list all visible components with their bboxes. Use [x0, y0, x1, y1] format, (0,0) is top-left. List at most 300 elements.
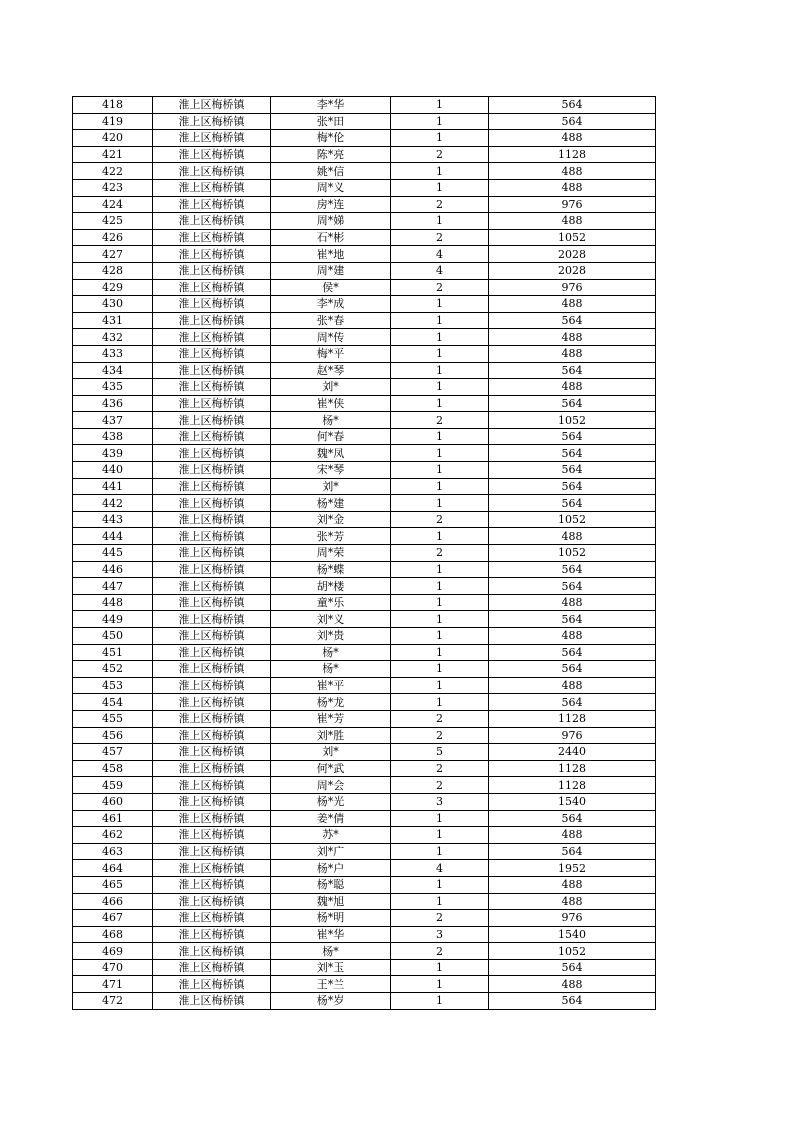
row-number-cell: 449 [73, 611, 153, 628]
amount-cell: 564 [489, 661, 656, 678]
amount-cell: 488 [489, 379, 656, 396]
count-cell: 1 [391, 379, 489, 396]
table-row [73, 993, 656, 1010]
row-number-cell: 445 [73, 545, 153, 562]
town-cell: 淮上区梅桥镇 [153, 296, 271, 313]
count-cell: 1 [391, 694, 489, 711]
count-cell: 2 [391, 511, 489, 528]
table-row [73, 213, 656, 230]
town-cell: 淮上区梅桥镇 [153, 345, 271, 362]
name-cell: 周*会 [271, 777, 391, 794]
row-number-cell: 463 [73, 843, 153, 860]
row-number-cell: 446 [73, 561, 153, 578]
amount-cell: 1128 [489, 146, 656, 163]
amount-cell: 488 [489, 827, 656, 844]
count-cell: 2 [391, 229, 489, 246]
name-cell: 王*兰 [271, 976, 391, 993]
row-number-cell: 437 [73, 412, 153, 429]
table-row [73, 113, 656, 130]
row-number-cell: 419 [73, 113, 153, 130]
count-cell: 4 [391, 860, 489, 877]
table-row [73, 710, 656, 727]
count-cell: 1 [391, 993, 489, 1010]
count-cell: 3 [391, 926, 489, 943]
town-cell: 淮上区梅桥镇 [153, 594, 271, 611]
amount-cell: 1128 [489, 710, 656, 727]
row-number-cell: 429 [73, 279, 153, 296]
amount-cell: 564 [489, 312, 656, 329]
row-number-cell: 440 [73, 462, 153, 479]
row-number-cell: 441 [73, 478, 153, 495]
name-cell: 周*建 [271, 262, 391, 279]
count-cell: 1 [391, 561, 489, 578]
name-cell: 杨*岁 [271, 993, 391, 1010]
name-cell: 杨*龙 [271, 694, 391, 711]
table-row [73, 694, 656, 711]
town-cell: 淮上区梅桥镇 [153, 727, 271, 744]
count-cell: 2 [391, 279, 489, 296]
town-cell: 淮上区梅桥镇 [153, 993, 271, 1010]
table-row [73, 345, 656, 362]
table-row [73, 611, 656, 628]
table-row [73, 312, 656, 329]
town-cell: 淮上区梅桥镇 [153, 545, 271, 562]
town-cell: 淮上区梅桥镇 [153, 196, 271, 213]
amount-cell: 1540 [489, 926, 656, 943]
amount-cell: 488 [489, 213, 656, 230]
town-cell: 淮上区梅桥镇 [153, 843, 271, 860]
town-cell: 淮上区梅桥镇 [153, 113, 271, 130]
table-row [73, 644, 656, 661]
count-cell: 1 [391, 462, 489, 479]
name-cell: 童*乐 [271, 594, 391, 611]
table-row [73, 511, 656, 528]
count-cell: 2 [391, 727, 489, 744]
table-row [73, 810, 656, 827]
name-cell: 刘* [271, 379, 391, 396]
table-row [73, 495, 656, 512]
town-cell: 淮上区梅桥镇 [153, 876, 271, 893]
count-cell: 1 [391, 97, 489, 114]
amount-cell: 1052 [489, 943, 656, 960]
name-cell: 何*武 [271, 760, 391, 777]
row-number-cell: 435 [73, 379, 153, 396]
town-cell: 淮上区梅桥镇 [153, 760, 271, 777]
amount-cell: 564 [489, 478, 656, 495]
town-cell: 淮上区梅桥镇 [153, 677, 271, 694]
name-cell: 崔*侠 [271, 395, 391, 412]
row-number-cell: 442 [73, 495, 153, 512]
count-cell: 2 [391, 146, 489, 163]
table-row [73, 379, 656, 396]
town-cell: 淮上区梅桥镇 [153, 943, 271, 960]
name-cell: 杨*光 [271, 793, 391, 810]
row-number-cell: 458 [73, 760, 153, 777]
name-cell: 李*华 [271, 97, 391, 114]
amount-cell: 564 [489, 843, 656, 860]
count-cell: 1 [391, 445, 489, 462]
town-cell: 淮上区梅桥镇 [153, 561, 271, 578]
amount-cell: 1052 [489, 229, 656, 246]
row-number-cell: 447 [73, 578, 153, 595]
amount-cell: 564 [489, 395, 656, 412]
town-cell: 淮上区梅桥镇 [153, 959, 271, 976]
count-cell: 1 [391, 312, 489, 329]
row-number-cell: 460 [73, 793, 153, 810]
table-row [73, 910, 656, 927]
table-row [73, 296, 656, 313]
name-cell: 张*芳 [271, 528, 391, 545]
name-cell: 姜*倩 [271, 810, 391, 827]
name-cell: 李*成 [271, 296, 391, 313]
count-cell: 1 [391, 810, 489, 827]
row-number-cell: 456 [73, 727, 153, 744]
name-cell: 侯* [271, 279, 391, 296]
table-row [73, 262, 656, 279]
row-number-cell: 434 [73, 362, 153, 379]
town-cell: 淮上区梅桥镇 [153, 379, 271, 396]
amount-cell: 488 [489, 628, 656, 645]
row-number-cell: 451 [73, 644, 153, 661]
row-number-cell: 467 [73, 910, 153, 927]
amount-cell: 976 [489, 910, 656, 927]
amount-cell: 2028 [489, 262, 656, 279]
name-cell: 杨* [271, 943, 391, 960]
town-cell: 淮上区梅桥镇 [153, 926, 271, 943]
table-row [73, 976, 656, 993]
name-cell: 刘* [271, 478, 391, 495]
table-row [73, 412, 656, 429]
town-cell: 淮上区梅桥镇 [153, 312, 271, 329]
town-cell: 淮上区梅桥镇 [153, 329, 271, 346]
count-cell: 2 [391, 710, 489, 727]
row-number-cell: 431 [73, 312, 153, 329]
row-number-cell: 433 [73, 345, 153, 362]
table-row [73, 760, 656, 777]
name-cell: 赵*琴 [271, 362, 391, 379]
table-row [73, 179, 656, 196]
table-row [73, 943, 656, 960]
amount-cell: 1052 [489, 545, 656, 562]
count-cell: 1 [391, 130, 489, 147]
town-cell: 淮上区梅桥镇 [153, 428, 271, 445]
table-row [73, 860, 656, 877]
table-row [73, 395, 656, 412]
table-row [73, 777, 656, 794]
amount-cell: 1128 [489, 777, 656, 794]
table-row [73, 445, 656, 462]
table-row [73, 428, 656, 445]
count-cell: 2 [391, 777, 489, 794]
table-row [73, 561, 656, 578]
row-number-cell: 471 [73, 976, 153, 993]
town-cell: 淮上区梅桥镇 [153, 179, 271, 196]
table-row [73, 462, 656, 479]
table-row [73, 130, 656, 147]
name-cell: 张*春 [271, 312, 391, 329]
count-cell: 4 [391, 262, 489, 279]
count-cell: 1 [391, 345, 489, 362]
amount-cell: 2028 [489, 246, 656, 263]
row-number-cell: 418 [73, 97, 153, 114]
table-body [73, 97, 656, 1010]
table-row [73, 661, 656, 678]
name-cell: 姚*信 [271, 163, 391, 180]
amount-cell: 488 [489, 976, 656, 993]
table-row [73, 959, 656, 976]
row-number-cell: 462 [73, 827, 153, 844]
town-cell: 淮上区梅桥镇 [153, 777, 271, 794]
count-cell: 1 [391, 843, 489, 860]
count-cell: 1 [391, 628, 489, 645]
amount-cell: 564 [489, 959, 656, 976]
row-number-cell: 436 [73, 395, 153, 412]
table-row [73, 528, 656, 545]
row-number-cell: 468 [73, 926, 153, 943]
town-cell: 淮上区梅桥镇 [153, 578, 271, 595]
amount-cell: 564 [489, 611, 656, 628]
town-cell: 淮上区梅桥镇 [153, 628, 271, 645]
amount-cell: 564 [489, 644, 656, 661]
row-number-cell: 420 [73, 130, 153, 147]
name-cell: 石*彬 [271, 229, 391, 246]
count-cell: 1 [391, 959, 489, 976]
table-row [73, 793, 656, 810]
amount-cell: 488 [489, 329, 656, 346]
row-number-cell: 426 [73, 229, 153, 246]
row-number-cell: 448 [73, 594, 153, 611]
table-row [73, 478, 656, 495]
count-cell: 2 [391, 760, 489, 777]
amount-cell: 2440 [489, 744, 656, 761]
row-number-cell: 450 [73, 628, 153, 645]
name-cell: 刘*金 [271, 511, 391, 528]
name-cell: 崔*平 [271, 677, 391, 694]
town-cell: 淮上区梅桥镇 [153, 395, 271, 412]
row-number-cell: 466 [73, 893, 153, 910]
name-cell: 杨* [271, 644, 391, 661]
count-cell: 1 [391, 296, 489, 313]
town-cell: 淮上区梅桥镇 [153, 860, 271, 877]
amount-cell: 564 [489, 97, 656, 114]
amount-cell: 564 [489, 694, 656, 711]
amount-cell: 1952 [489, 860, 656, 877]
count-cell: 1 [391, 428, 489, 445]
town-cell: 淮上区梅桥镇 [153, 976, 271, 993]
count-cell: 2 [391, 943, 489, 960]
count-cell: 1 [391, 893, 489, 910]
town-cell: 淮上区梅桥镇 [153, 793, 271, 810]
row-number-cell: 428 [73, 262, 153, 279]
town-cell: 淮上区梅桥镇 [153, 130, 271, 147]
table-row [73, 163, 656, 180]
row-number-cell: 457 [73, 744, 153, 761]
count-cell: 1 [391, 528, 489, 545]
table-row [73, 229, 656, 246]
table-row [73, 196, 656, 213]
row-number-cell: 423 [73, 179, 153, 196]
name-cell: 周*娣 [271, 213, 391, 230]
name-cell: 杨*户 [271, 860, 391, 877]
row-number-cell: 461 [73, 810, 153, 827]
amount-cell: 564 [489, 445, 656, 462]
count-cell: 1 [391, 827, 489, 844]
amount-cell: 564 [489, 810, 656, 827]
amount-cell: 488 [489, 528, 656, 545]
town-cell: 淮上区梅桥镇 [153, 213, 271, 230]
name-cell: 杨*蝶 [271, 561, 391, 578]
amount-cell: 488 [489, 179, 656, 196]
count-cell: 1 [391, 578, 489, 595]
count-cell: 1 [391, 976, 489, 993]
row-number-cell: 452 [73, 661, 153, 678]
town-cell: 淮上区梅桥镇 [153, 279, 271, 296]
town-cell: 淮上区梅桥镇 [153, 893, 271, 910]
row-number-cell: 438 [73, 428, 153, 445]
town-cell: 淮上区梅桥镇 [153, 229, 271, 246]
town-cell: 淮上区梅桥镇 [153, 827, 271, 844]
town-cell: 淮上区梅桥镇 [153, 362, 271, 379]
count-cell: 4 [391, 246, 489, 263]
table-row [73, 279, 656, 296]
name-cell: 房*连 [271, 196, 391, 213]
count-cell: 1 [391, 179, 489, 196]
amount-cell: 564 [489, 462, 656, 479]
count-cell: 1 [391, 594, 489, 611]
town-cell: 淮上区梅桥镇 [153, 146, 271, 163]
row-number-cell: 454 [73, 694, 153, 711]
row-number-cell: 469 [73, 943, 153, 960]
row-number-cell: 422 [73, 163, 153, 180]
table-row [73, 578, 656, 595]
row-number-cell: 465 [73, 876, 153, 893]
town-cell: 淮上区梅桥镇 [153, 163, 271, 180]
count-cell: 2 [391, 545, 489, 562]
town-cell: 淮上区梅桥镇 [153, 810, 271, 827]
town-cell: 淮上区梅桥镇 [153, 445, 271, 462]
row-number-cell: 439 [73, 445, 153, 462]
row-number-cell: 427 [73, 246, 153, 263]
town-cell: 淮上区梅桥镇 [153, 661, 271, 678]
count-cell: 1 [391, 113, 489, 130]
count-cell: 1 [391, 876, 489, 893]
amount-cell: 1052 [489, 511, 656, 528]
name-cell: 周*传 [271, 329, 391, 346]
name-cell: 刘*玉 [271, 959, 391, 976]
town-cell: 淮上区梅桥镇 [153, 511, 271, 528]
row-number-cell: 443 [73, 511, 153, 528]
count-cell: 1 [391, 661, 489, 678]
amount-cell: 488 [489, 594, 656, 611]
table-row [73, 727, 656, 744]
amount-cell: 488 [489, 677, 656, 694]
count-cell: 1 [391, 329, 489, 346]
amount-cell: 976 [489, 727, 656, 744]
name-cell: 刘*贵 [271, 628, 391, 645]
count-cell: 3 [391, 793, 489, 810]
name-cell: 崔*华 [271, 926, 391, 943]
amount-cell: 976 [489, 196, 656, 213]
count-cell: 5 [391, 744, 489, 761]
row-number-cell: 453 [73, 677, 153, 694]
table-row [73, 926, 656, 943]
town-cell: 淮上区梅桥镇 [153, 744, 271, 761]
count-cell: 1 [391, 213, 489, 230]
amount-cell: 564 [489, 428, 656, 445]
table-row [73, 893, 656, 910]
table-row [73, 744, 656, 761]
town-cell: 淮上区梅桥镇 [153, 644, 271, 661]
table-row [73, 362, 656, 379]
town-cell: 淮上区梅桥镇 [153, 97, 271, 114]
name-cell: 杨*聪 [271, 876, 391, 893]
count-cell: 1 [391, 495, 489, 512]
name-cell: 杨*明 [271, 910, 391, 927]
count-cell: 2 [391, 412, 489, 429]
name-cell: 杨*建 [271, 495, 391, 512]
town-cell: 淮上区梅桥镇 [153, 495, 271, 512]
name-cell: 杨* [271, 412, 391, 429]
name-cell: 梅*平 [271, 345, 391, 362]
amount-cell: 488 [489, 893, 656, 910]
amount-cell: 488 [489, 876, 656, 893]
count-cell: 1 [391, 644, 489, 661]
table-row [73, 545, 656, 562]
name-cell: 宋*琴 [271, 462, 391, 479]
town-cell: 淮上区梅桥镇 [153, 528, 271, 545]
name-cell: 刘*胜 [271, 727, 391, 744]
table-row [73, 876, 656, 893]
row-number-cell: 459 [73, 777, 153, 794]
count-cell: 2 [391, 196, 489, 213]
amount-cell: 564 [489, 362, 656, 379]
table-row [73, 97, 656, 114]
amount-cell: 1540 [489, 793, 656, 810]
table-row [73, 246, 656, 263]
table-row [73, 594, 656, 611]
row-number-cell: 464 [73, 860, 153, 877]
amount-cell: 564 [489, 561, 656, 578]
name-cell: 魏*凤 [271, 445, 391, 462]
town-cell: 淮上区梅桥镇 [153, 462, 271, 479]
name-cell: 胡*楼 [271, 578, 391, 595]
amount-cell: 488 [489, 345, 656, 362]
count-cell: 1 [391, 362, 489, 379]
town-cell: 淮上区梅桥镇 [153, 262, 271, 279]
town-cell: 淮上区梅桥镇 [153, 412, 271, 429]
town-cell: 淮上区梅桥镇 [153, 246, 271, 263]
row-number-cell: 444 [73, 528, 153, 545]
row-number-cell: 432 [73, 329, 153, 346]
count-cell: 1 [391, 611, 489, 628]
row-number-cell: 472 [73, 993, 153, 1010]
count-cell: 2 [391, 910, 489, 927]
amount-cell: 976 [489, 279, 656, 296]
name-cell: 周*义 [271, 179, 391, 196]
town-cell: 淮上区梅桥镇 [153, 910, 271, 927]
amount-cell: 1128 [489, 760, 656, 777]
amount-cell: 488 [489, 130, 656, 147]
row-number-cell: 455 [73, 710, 153, 727]
name-cell: 刘*义 [271, 611, 391, 628]
name-cell: 刘* [271, 744, 391, 761]
name-cell: 刘*广 [271, 843, 391, 860]
count-cell: 1 [391, 163, 489, 180]
name-cell: 张*田 [271, 113, 391, 130]
town-cell: 淮上区梅桥镇 [153, 611, 271, 628]
table-row [73, 677, 656, 694]
amount-cell: 564 [489, 113, 656, 130]
